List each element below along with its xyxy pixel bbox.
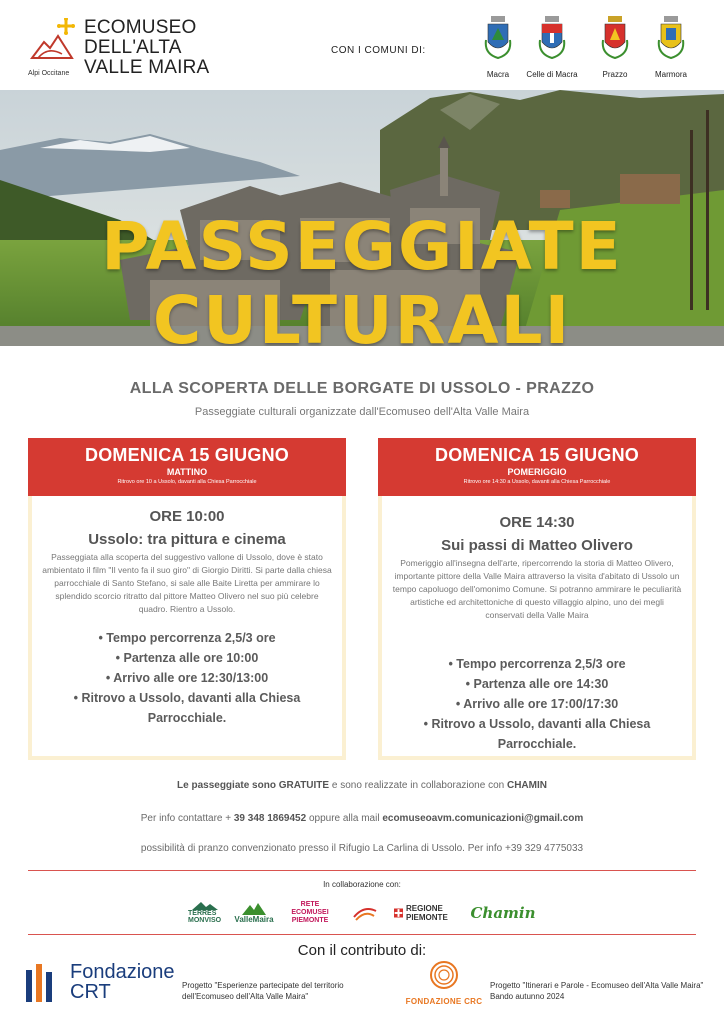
card-description: Passeggiata alla scoperta del suggestivo vallone di Ussolo, dove è stato ambientato il film "Il vento fa il suo giro" di Giorgio Diritti. Si parte dalla chiesa parrocchiale di Santo Stefano, si sale alle Baite Liretta per ammirare lo splendido scorcio ritratto dal pittore Matteo Olivero nel suo più celebre quadro. Rientro a Ussolo. <box>42 552 332 614</box>
contact-email[interactable]: ecomuseoavm.comunicazioni@gmail.com <box>382 813 584 824</box>
prazzo-crest-icon <box>601 14 629 62</box>
card-body <box>390 514 684 622</box>
bullet-meeting: • Ritrovo a Ussolo, davanti alla Chiesa <box>73 691 301 705</box>
hero-title-line2: CULTURALI <box>152 282 572 346</box>
marmora-crest-icon <box>657 14 685 62</box>
comune-prazzo <box>585 14 645 79</box>
comune-marmora <box>641 14 701 79</box>
partner-chamin <box>468 898 538 928</box>
macra-crest-icon <box>484 14 512 62</box>
fcrt-line1: Fondazione <box>70 961 175 983</box>
comune-name: Prazzo <box>602 70 628 79</box>
lunch-info: possibilità di pranzo convenzionato presso il Rifugio La Carlina di Ussolo. Per info +39 329 4775033 <box>140 843 584 854</box>
partner-valle-maira <box>230 898 278 928</box>
fcrc-project-text: Progetto "Itinerari e Parole - Ecomuseo dell'Alta Valle Maira" Bando autunno 2024 <box>490 981 704 1001</box>
partner-name: REGIONE PIEMONTE <box>406 904 448 922</box>
logo-subtitle: Alpi Occitane <box>28 70 70 77</box>
card-header <box>28 438 346 496</box>
free-note-d: CHAMIN <box>506 780 547 791</box>
bullet-duration: • Tempo percorrenza 2,5/3 ore <box>448 657 626 671</box>
partner-name: TERRES MONVISO <box>188 910 222 924</box>
header <box>0 0 724 90</box>
partner-name: ValleMaira <box>234 914 274 924</box>
terres-monviso-icon <box>192 902 218 910</box>
partner-regione-piemonte <box>394 898 458 928</box>
event-card-morning <box>28 438 346 760</box>
bullet-meeting-cont: Parrocchiale. <box>147 711 227 725</box>
free-note-a: Le passeggiate sono <box>177 780 279 791</box>
partner-name: RETE ECOMUSEI PIEMONTE <box>291 901 329 924</box>
card-topic: Sui passi di Matteo Olivero <box>441 537 633 554</box>
card-description: Pomeriggio all'insegna dell'arte, ripercorrendo la storia di Matteo Olivero, importante pittore della Valle Maira attraverso la visita d'abitato di Ussolo un tempo capoluogo dell'omonimo Comune. Si potranno ammirare le peculiarità artistiche ed architettoniche di questo villaggio alpino, uno dei megli conservati della Valle Maira <box>392 558 682 620</box>
contact-phone[interactable]: 39 348 1869452 <box>233 813 307 824</box>
fondazione-crc-icon <box>425 960 463 990</box>
logo-line: DELL'ALTA <box>84 37 182 58</box>
bullet-arrival: • Arrivo alle ore 17:00/17:30 <box>455 697 619 711</box>
card-bullets <box>40 628 334 728</box>
partner-terres-monviso <box>188 898 222 928</box>
contact-a: Per info contattare + <box>140 813 234 824</box>
comune-celle-di-macra <box>522 14 582 79</box>
comune-name: Marmora <box>654 70 687 79</box>
celle-di-macra-crest-icon <box>538 14 566 62</box>
card-part: POMERIGGIO <box>507 467 567 477</box>
bullet-meeting: • Ritrovo a Ussolo, davanti alla Chiesa <box>423 717 651 731</box>
fcrt-project-text: Progetto "Esperienze partecipate del territorio dell'Ecomuseo dell'Alta Valle Maira" <box>182 981 344 1001</box>
card-bullets <box>390 654 684 754</box>
logo-line: VALLE MAIRA <box>84 57 210 78</box>
event-subline: Passeggiate culturali organizzate dall'Ecomuseo dell'Alta Valle Maira <box>194 406 530 418</box>
bullet-departure: • Partenza alle ore 10:00 <box>115 651 259 665</box>
card-part: MATTINO <box>166 467 208 477</box>
ecomuseo-logo-icon <box>28 18 78 66</box>
fondazione-crc-logo <box>404 960 484 1008</box>
partner-name: Chamin <box>470 904 536 922</box>
hero-title-line1: PASSEGGIATE <box>101 208 623 285</box>
card-hour: ORE 10:00 <box>149 508 225 525</box>
footer-divider-bottom <box>28 934 696 935</box>
partner-rete-ecomusei <box>286 898 334 928</box>
free-note <box>0 780 724 791</box>
free-note-c: e sono realizzate in collaborazione con <box>329 780 507 791</box>
card-hour: ORE 14:30 <box>499 514 575 531</box>
card-body <box>40 508 334 616</box>
card-topic: Ussolo: tra pittura e cinema <box>88 531 286 548</box>
card-meeting-point: Ritrovo ore 10 a Ussolo, davanti alla Chiesa Parrocchiale <box>117 479 257 485</box>
contact-c: oppure alla mail <box>306 813 383 824</box>
card-day: DOMENICA 15 GIUGNO <box>85 445 289 465</box>
comune-macra <box>468 14 528 79</box>
bullet-meeting-cont: Parrocchiale. <box>497 737 577 751</box>
comune-name: Macra <box>486 70 510 79</box>
collab-label: In collaborazione con: <box>323 880 401 889</box>
valle-maira-icon <box>242 903 266 915</box>
bullet-departure: • Partenza alle ore 14:30 <box>465 677 609 691</box>
comuni-label: CON I COMUNI DI: <box>331 45 426 56</box>
logo-line: ECOMUSEO <box>84 17 197 38</box>
swirl-logo-icon <box>350 903 380 923</box>
bullet-duration: • Tempo percorrenza 2,5/3 ore <box>98 631 276 645</box>
hero-banner <box>0 90 724 346</box>
free-note-b: GRATUITE <box>278 780 330 791</box>
footer-divider-top <box>28 870 696 871</box>
fondazione-crt-name <box>70 962 175 1002</box>
card-meeting-point: Ritrovo ore 14:30 a Ussolo, davanti alla Chiesa Parrocchiale <box>463 479 611 485</box>
partner-swirl-logo <box>348 898 382 928</box>
fondazione-crt-logo <box>26 962 176 1006</box>
event-subtitle: ALLA SCOPERTA DELLE BORGATE DI USSOLO - PRAZZO <box>129 380 595 397</box>
card-header <box>378 438 696 496</box>
contact-info <box>0 813 724 824</box>
fondazione-crt-icon <box>26 964 62 1002</box>
event-card-afternoon <box>378 438 696 760</box>
ecomuseo-logo-text <box>84 18 209 78</box>
fcrc-name: FONDAZIONE CRC <box>405 997 483 1006</box>
piemonte-flag-icon <box>394 906 403 920</box>
comune-name: Celle di Macra <box>526 70 578 79</box>
contrib-label: Con il contributo di: <box>297 942 427 959</box>
bullet-arrival: • Arrivo alle ore 12:30/13:00 <box>105 671 269 685</box>
fcrt-line2: CRT <box>70 981 111 1003</box>
card-day: DOMENICA 15 GIUGNO <box>435 445 639 465</box>
